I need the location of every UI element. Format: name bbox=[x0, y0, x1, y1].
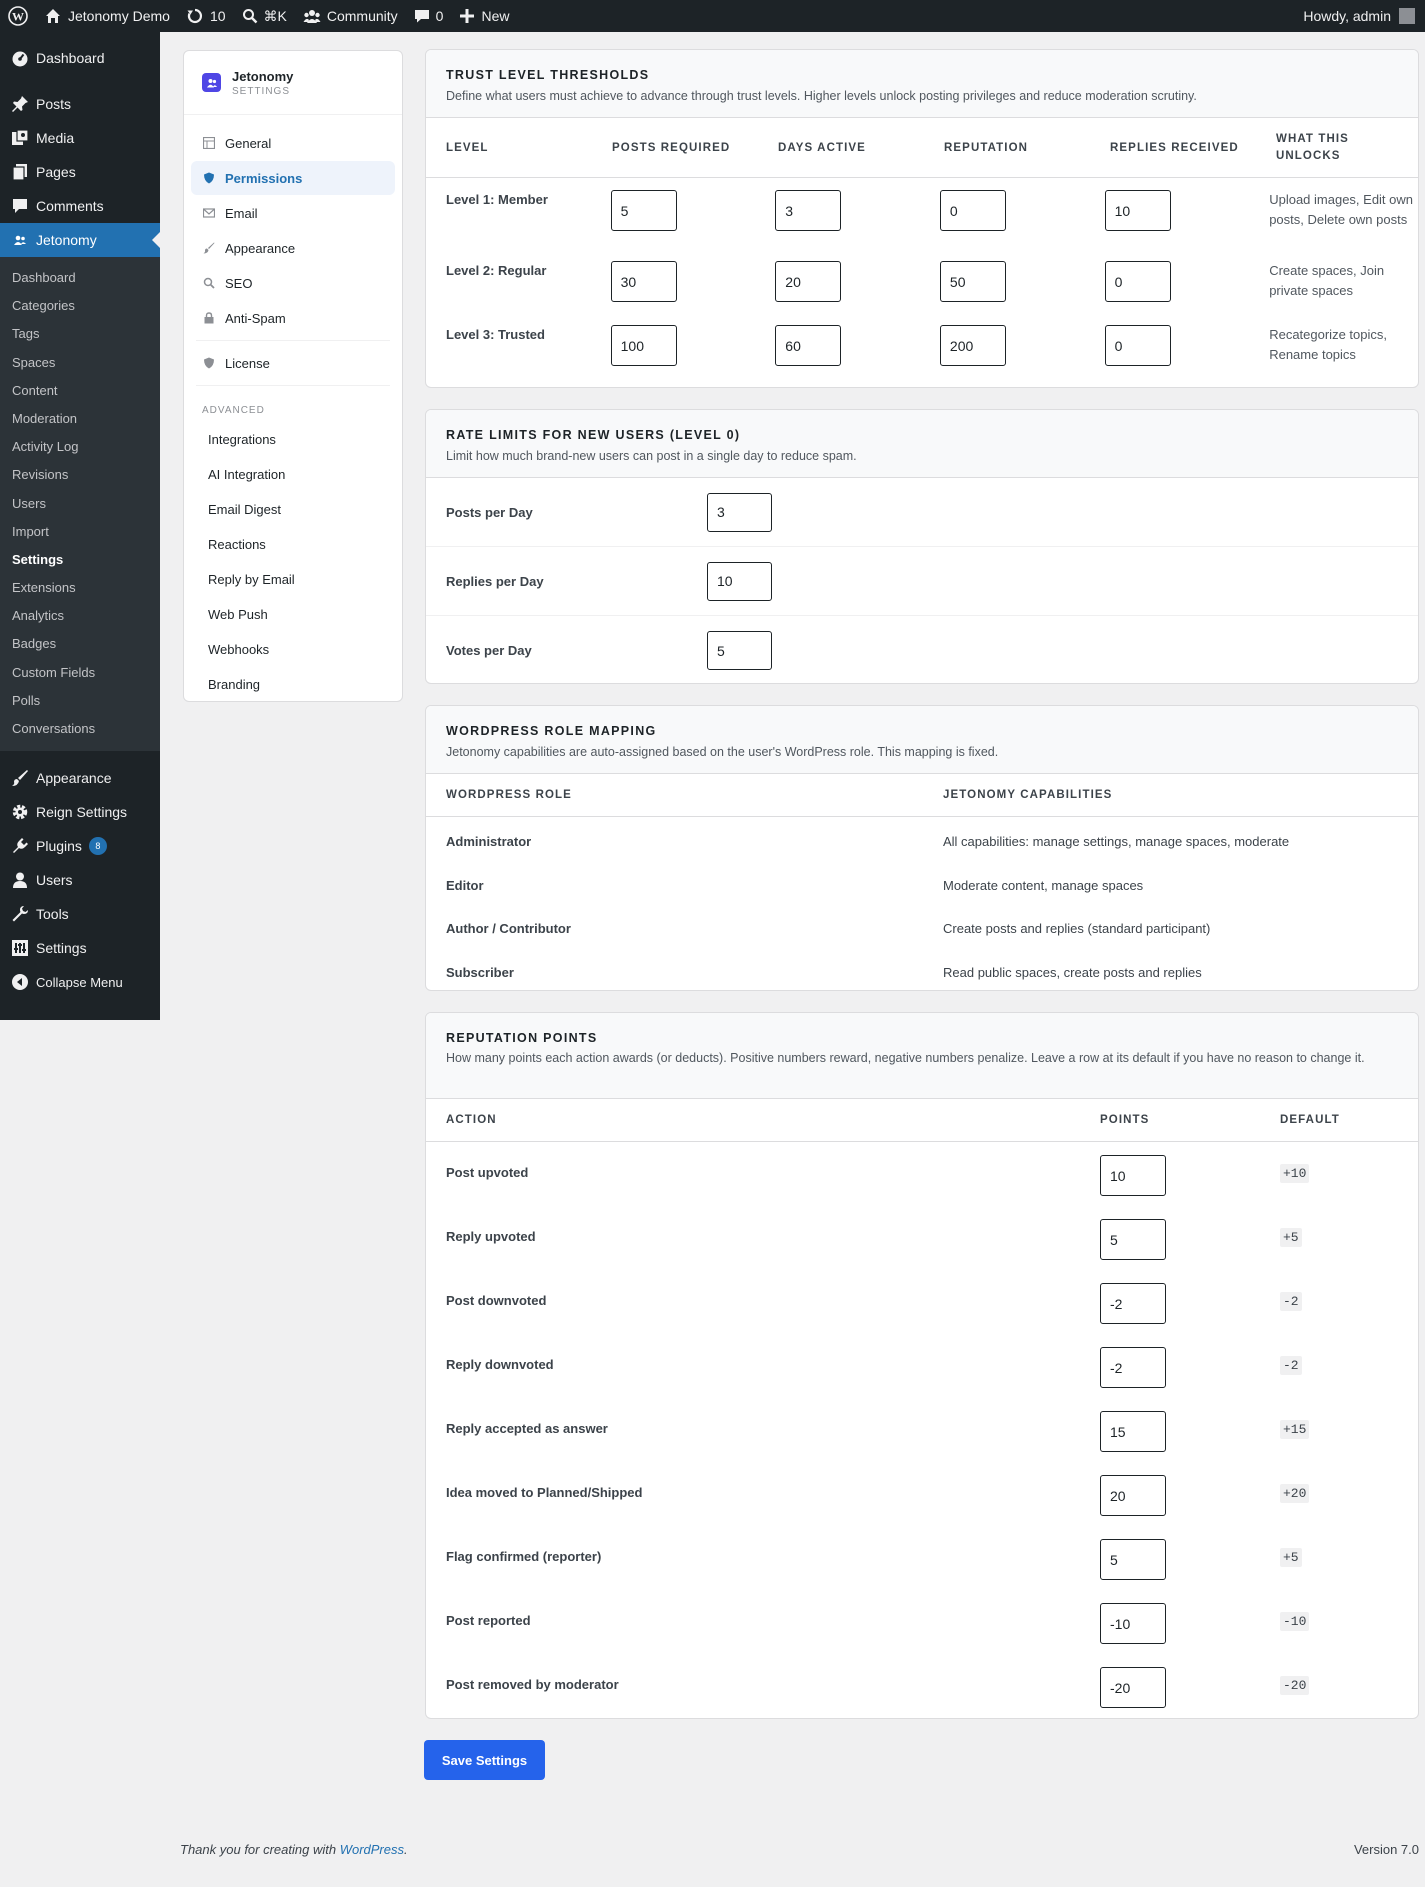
nav-divider bbox=[196, 385, 390, 386]
points-input[interactable] bbox=[1100, 1347, 1166, 1388]
default-value: +5 bbox=[1280, 1228, 1302, 1247]
table-row bbox=[426, 1142, 1418, 1206]
menu-settings[interactable] bbox=[0, 931, 160, 965]
wrench-icon bbox=[10, 904, 30, 924]
column-header: REPUTATION bbox=[944, 141, 1029, 154]
collapse-menu-button[interactable] bbox=[0, 965, 160, 999]
menu-dashboard[interactable] bbox=[0, 41, 160, 75]
nav-label: SEO bbox=[225, 275, 253, 291]
menu-label: Settings bbox=[36, 940, 87, 957]
settings-brand bbox=[184, 51, 402, 115]
footer-thanks-suffix: . bbox=[404, 1842, 408, 1857]
points-input[interactable] bbox=[1100, 1219, 1166, 1260]
admin-bar bbox=[0, 0, 1425, 32]
new-label: New bbox=[481, 8, 510, 24]
table-header bbox=[426, 774, 1418, 817]
dashboard-icon bbox=[10, 48, 30, 68]
card-title: TRUST LEVEL THRESHOLDS bbox=[446, 68, 650, 82]
menu-plugins[interactable] bbox=[0, 829, 160, 863]
level-label: Level 3: Trusted bbox=[446, 327, 545, 342]
settings-tab-seo[interactable] bbox=[191, 266, 395, 300]
role-name: Author / Contributor bbox=[446, 921, 571, 937]
menu-posts[interactable] bbox=[0, 87, 160, 121]
settings-tab-anti-spam[interactable] bbox=[191, 301, 395, 335]
menu-label: Comments bbox=[36, 198, 104, 214]
settings-tab-email-digest[interactable]: Email Digest bbox=[208, 502, 281, 517]
menu-label: Reign Settings bbox=[36, 804, 128, 821]
gear-icon bbox=[10, 802, 30, 822]
column-header: REPLIES RECEIVED bbox=[1110, 141, 1239, 154]
posts-per-day-input[interactable] bbox=[707, 493, 772, 532]
search-shortcut-label: ⌘K bbox=[263, 7, 287, 24]
settings-tab-reply-by-email[interactable]: Reply by Email bbox=[208, 572, 295, 587]
column-header: WORDPRESS ROLE bbox=[446, 789, 572, 801]
role-capabilities: Read public spaces, create posts and replies bbox=[943, 964, 1202, 980]
role-capabilities: Moderate content, manage spaces bbox=[943, 877, 1144, 893]
updates-link[interactable] bbox=[178, 0, 234, 32]
menu-label: Appearance bbox=[36, 770, 112, 787]
settings-tab-webhooks[interactable]: Webhooks bbox=[208, 642, 270, 657]
column-header: POINTS bbox=[1100, 1114, 1150, 1126]
card-title: RATE LIMITS FOR NEW USERS (LEVEL 0) bbox=[446, 428, 741, 442]
points-input[interactable] bbox=[1100, 1411, 1166, 1452]
advanced-heading: ADVANCED bbox=[202, 405, 265, 416]
submenu-tags[interactable]: Tags bbox=[12, 326, 40, 342]
points-input[interactable] bbox=[1100, 1603, 1166, 1644]
footer-thanks bbox=[180, 1842, 408, 1857]
unlocks-text: Upload images, Edit own posts, Delete own posts bbox=[1269, 192, 1414, 227]
submenu-revisions[interactable]: Revisions bbox=[12, 467, 69, 483]
menu-label: Users bbox=[36, 872, 73, 889]
action-label: Idea moved to Planned/Shipped bbox=[446, 1485, 643, 1500]
days-active-input[interactable] bbox=[775, 190, 841, 231]
settings-tab-general[interactable] bbox=[191, 126, 395, 160]
column-header: POSTS REQUIRED bbox=[612, 141, 731, 154]
nav-label: Appearance bbox=[225, 240, 296, 256]
submenu-content[interactable]: Content bbox=[12, 382, 58, 398]
table-header bbox=[426, 1099, 1418, 1142]
table-row bbox=[426, 178, 1418, 261]
role-name: Editor bbox=[446, 877, 484, 893]
submenu-categories[interactable]: Categories bbox=[12, 298, 75, 314]
replies-received-input[interactable] bbox=[1105, 261, 1171, 302]
default-value: -2 bbox=[1280, 1356, 1302, 1375]
jetonomy-submenu bbox=[0, 257, 160, 751]
community-label: Community bbox=[326, 8, 398, 24]
table-row bbox=[426, 1334, 1418, 1398]
table-row bbox=[426, 1654, 1418, 1718]
action-label: Flag confirmed (reporter) bbox=[446, 1549, 602, 1564]
posts-required-input[interactable] bbox=[611, 190, 677, 231]
nav-label: General bbox=[225, 135, 272, 151]
points-input[interactable] bbox=[1100, 1667, 1166, 1708]
menu-label: Tools bbox=[36, 906, 69, 923]
admin-menu bbox=[0, 32, 160, 1020]
card-header bbox=[426, 410, 1418, 478]
card-header bbox=[426, 706, 1418, 774]
submenu-users[interactable]: Users bbox=[12, 495, 46, 511]
submenu-dashboard[interactable]: Dashboard bbox=[12, 270, 76, 285]
card-description: Limit how much brand-new users can post in a single day to reduce spam. bbox=[446, 449, 857, 463]
greeting: Howdy, admin bbox=[1303, 8, 1391, 24]
role-name: Subscriber bbox=[446, 964, 514, 980]
submenu-activity-log[interactable]: Activity Log bbox=[12, 439, 79, 455]
nav-label: Email bbox=[225, 205, 258, 221]
card-header bbox=[426, 1013, 1418, 1099]
home-icon bbox=[44, 7, 62, 25]
comments-icon bbox=[10, 196, 30, 216]
rate-label: Posts per Day bbox=[446, 504, 533, 520]
action-label: Reply downvoted bbox=[446, 1357, 554, 1372]
updates-count: 10 bbox=[209, 8, 226, 24]
search-shortcut[interactable] bbox=[234, 0, 295, 32]
default-value: -20 bbox=[1280, 1676, 1309, 1695]
card-header bbox=[426, 50, 1418, 118]
site-name-link[interactable] bbox=[36, 0, 178, 32]
table-row bbox=[426, 1462, 1418, 1526]
action-label: Post removed by moderator bbox=[446, 1677, 619, 1692]
settings-tab-appearance[interactable] bbox=[191, 231, 395, 265]
nav-label: License bbox=[225, 355, 270, 371]
shield-icon bbox=[203, 357, 215, 369]
user-icon bbox=[10, 870, 30, 890]
pushpin-icon bbox=[10, 94, 30, 114]
comments-count: 0 bbox=[435, 8, 444, 24]
points-input[interactable] bbox=[1100, 1283, 1166, 1324]
wordpress-link[interactable]: WordPress bbox=[339, 1842, 404, 1857]
new-content-link[interactable] bbox=[451, 0, 517, 32]
role-capabilities: Create posts and replies (standard participant) bbox=[943, 921, 1211, 937]
table-row bbox=[426, 951, 1418, 992]
media-icon bbox=[10, 128, 30, 148]
settings-tab-web-push[interactable]: Web Push bbox=[208, 607, 268, 622]
my-account-link[interactable] bbox=[1295, 0, 1425, 32]
plus-icon bbox=[459, 8, 475, 24]
default-value: +20 bbox=[1280, 1484, 1309, 1503]
menu-label: Media bbox=[36, 130, 75, 146]
trust-level-card bbox=[425, 49, 1419, 388]
role-capabilities: All capabilities: manage settings, manage spaces, moderate bbox=[943, 834, 1290, 850]
search-icon bbox=[203, 277, 215, 289]
lock-icon bbox=[203, 312, 215, 324]
settings-sliders-icon bbox=[10, 938, 30, 958]
menu-label: Plugins bbox=[36, 838, 82, 855]
votes-per-day-input[interactable] bbox=[707, 631, 772, 670]
brand-subtitle: SETTINGS bbox=[232, 85, 291, 97]
submenu-badges[interactable]: Badges bbox=[12, 636, 57, 652]
menu-pages[interactable] bbox=[0, 155, 160, 189]
replies-per-day-input[interactable] bbox=[707, 562, 772, 601]
role-mapping-card bbox=[425, 705, 1419, 991]
default-value: -10 bbox=[1280, 1612, 1309, 1631]
collapse-arrow-icon bbox=[10, 972, 30, 992]
card-description: How many points each action awards (or deducts). Positive numbers reward, negative numbers penalize. Leave a row at its default if you have no reason to change it. bbox=[446, 1051, 1365, 1065]
save-settings-button[interactable]: Save Settings bbox=[424, 1740, 545, 1780]
replies-received-input[interactable] bbox=[1105, 190, 1171, 231]
site-name: Jetonomy Demo bbox=[68, 8, 170, 24]
comment-bubble-icon bbox=[414, 8, 430, 24]
envelope-icon bbox=[203, 207, 215, 219]
menu-label: Jetonomy bbox=[36, 232, 97, 248]
community-link[interactable] bbox=[295, 0, 406, 32]
menu-appearance[interactable] bbox=[0, 761, 160, 795]
table-row bbox=[426, 864, 1418, 908]
menu-label: Pages bbox=[36, 164, 76, 180]
action-label: Post upvoted bbox=[446, 1165, 529, 1180]
shield-icon bbox=[203, 172, 215, 184]
rate-limit-row bbox=[426, 547, 1418, 616]
submenu-spaces[interactable]: Spaces bbox=[12, 354, 56, 370]
submenu-settings[interactable]: Settings bbox=[12, 551, 64, 567]
menu-label: Dashboard bbox=[36, 50, 105, 66]
days-active-input[interactable] bbox=[775, 325, 841, 366]
submenu-analytics[interactable]: Analytics bbox=[12, 608, 65, 624]
submenu-custom-fields[interactable]: Custom Fields bbox=[12, 664, 96, 680]
reputation-input[interactable] bbox=[940, 261, 1006, 302]
table-row bbox=[426, 261, 1418, 325]
svg-text:W: W bbox=[12, 9, 24, 24]
plug-icon bbox=[10, 836, 30, 856]
table-row bbox=[426, 1206, 1418, 1270]
submenu-polls[interactable]: Polls bbox=[12, 692, 41, 708]
rate-label: Votes per Day bbox=[446, 643, 532, 658]
settings-tab-ai-integration[interactable]: AI Integration bbox=[208, 467, 286, 482]
jetonomy-logo-icon bbox=[202, 73, 221, 92]
action-label: Post reported bbox=[446, 1613, 531, 1628]
menu-label: Posts bbox=[36, 96, 72, 112]
settings-tab-branding[interactable]: Branding bbox=[208, 677, 261, 692]
updates-icon bbox=[186, 7, 204, 25]
paintbrush-icon bbox=[10, 768, 30, 788]
table-row bbox=[426, 1590, 1418, 1654]
days-active-input[interactable] bbox=[775, 261, 841, 302]
replies-received-input[interactable] bbox=[1105, 325, 1171, 366]
reputation-input[interactable] bbox=[940, 325, 1006, 366]
level-label: Level 2: Regular bbox=[446, 263, 547, 278]
menu-reign-settings[interactable] bbox=[0, 795, 160, 829]
rate-limit-row bbox=[426, 478, 1418, 547]
settings-tab-license[interactable] bbox=[191, 346, 395, 380]
search-icon bbox=[242, 8, 258, 24]
posts-required-input[interactable] bbox=[611, 261, 677, 302]
table-row bbox=[426, 1398, 1418, 1462]
submenu-import[interactable]: Import bbox=[12, 523, 49, 539]
unlocks-text: Create spaces, Join private spaces bbox=[1269, 263, 1385, 298]
column-header: DEFAULT bbox=[1280, 1114, 1340, 1126]
level-label: Level 1: Member bbox=[446, 192, 548, 207]
default-value: +15 bbox=[1280, 1420, 1309, 1439]
menu-tools[interactable] bbox=[0, 897, 160, 931]
submenu-extensions[interactable]: Extensions bbox=[12, 580, 76, 596]
column-header: DAYS ACTIVE bbox=[778, 141, 866, 154]
points-input[interactable] bbox=[1100, 1539, 1166, 1580]
menu-jetonomy[interactable] bbox=[0, 223, 160, 257]
points-input[interactable] bbox=[1100, 1475, 1166, 1516]
action-label: Reply accepted as answer bbox=[446, 1421, 608, 1436]
role-name: Administrator bbox=[446, 834, 532, 850]
nav-label: Anti-Spam bbox=[225, 310, 286, 326]
settings-tab-integrations[interactable]: Integrations bbox=[208, 432, 276, 447]
default-value: -2 bbox=[1280, 1292, 1302, 1311]
submenu-moderation[interactable]: Moderation bbox=[12, 410, 78, 426]
footer-version: Version 7.0 bbox=[1353, 1842, 1419, 1857]
card-title: REPUTATION POINTS bbox=[446, 1031, 598, 1045]
column-header: ACTION bbox=[446, 1114, 497, 1126]
submenu-conversations[interactable]: Conversations bbox=[12, 721, 96, 736]
comments-link[interactable] bbox=[406, 0, 452, 32]
card-description: Jetonomy capabilities are auto-assigned based on the user's WordPress role. This mapping is fixed. bbox=[446, 745, 999, 759]
default-value: +10 bbox=[1280, 1164, 1309, 1183]
menu-users[interactable] bbox=[0, 863, 160, 897]
rate-label: Replies per Day bbox=[446, 573, 544, 589]
settings-tab-email[interactable] bbox=[191, 196, 395, 230]
avatar bbox=[1399, 8, 1415, 24]
community-icon bbox=[303, 7, 321, 25]
paintbrush-icon bbox=[203, 242, 215, 254]
rate-limits-card bbox=[425, 409, 1419, 684]
points-input[interactable] bbox=[1100, 1155, 1166, 1196]
menu-comments[interactable] bbox=[0, 189, 160, 223]
settings-tab-reactions[interactable]: Reactions bbox=[208, 537, 266, 552]
jetonomy-icon bbox=[10, 230, 30, 250]
card-description: Define what users must achieve to advance through trust levels. Higher levels unlock posting privileges and reduce moderation scrutiny. bbox=[446, 89, 1197, 103]
nav-divider bbox=[196, 340, 390, 341]
table-header bbox=[426, 118, 1418, 178]
posts-required-input[interactable] bbox=[611, 325, 677, 366]
rate-limit-row bbox=[426, 616, 1418, 684]
menu-media[interactable] bbox=[0, 121, 160, 155]
table-row bbox=[426, 1526, 1418, 1590]
menu-label: Collapse Menu bbox=[36, 974, 123, 990]
settings-tab-permissions[interactable] bbox=[191, 161, 395, 195]
card-title: WORDPRESS ROLE MAPPING bbox=[446, 724, 657, 738]
unlocks-text: Recategorize topics, Rename topics bbox=[1269, 327, 1387, 362]
reputation-points-card bbox=[425, 1012, 1419, 1719]
reputation-input[interactable] bbox=[940, 190, 1006, 231]
wordpress-logo-icon[interactable] bbox=[0, 0, 36, 32]
brand-name: Jetonomy bbox=[232, 68, 294, 84]
table-row bbox=[426, 1270, 1418, 1334]
action-label: Reply upvoted bbox=[446, 1229, 536, 1244]
table-row bbox=[426, 820, 1418, 864]
table-row bbox=[426, 907, 1418, 951]
action-label: Post downvoted bbox=[446, 1293, 547, 1308]
column-header: LEVEL bbox=[446, 141, 489, 154]
settings-nav bbox=[183, 50, 403, 702]
column-header: JETONOMY CAPABILITIES bbox=[943, 789, 1113, 801]
pages-icon bbox=[10, 162, 30, 182]
plugins-update-badge: 8 bbox=[89, 837, 107, 855]
table-row bbox=[426, 325, 1418, 385]
column-header: WHAT THIS UNLOCKS bbox=[1276, 132, 1349, 162]
nav-label: Permissions bbox=[225, 170, 303, 186]
grid-icon bbox=[203, 137, 215, 149]
footer-thanks-text: Thank you for creating with bbox=[180, 1842, 340, 1857]
default-value: +5 bbox=[1280, 1548, 1302, 1567]
